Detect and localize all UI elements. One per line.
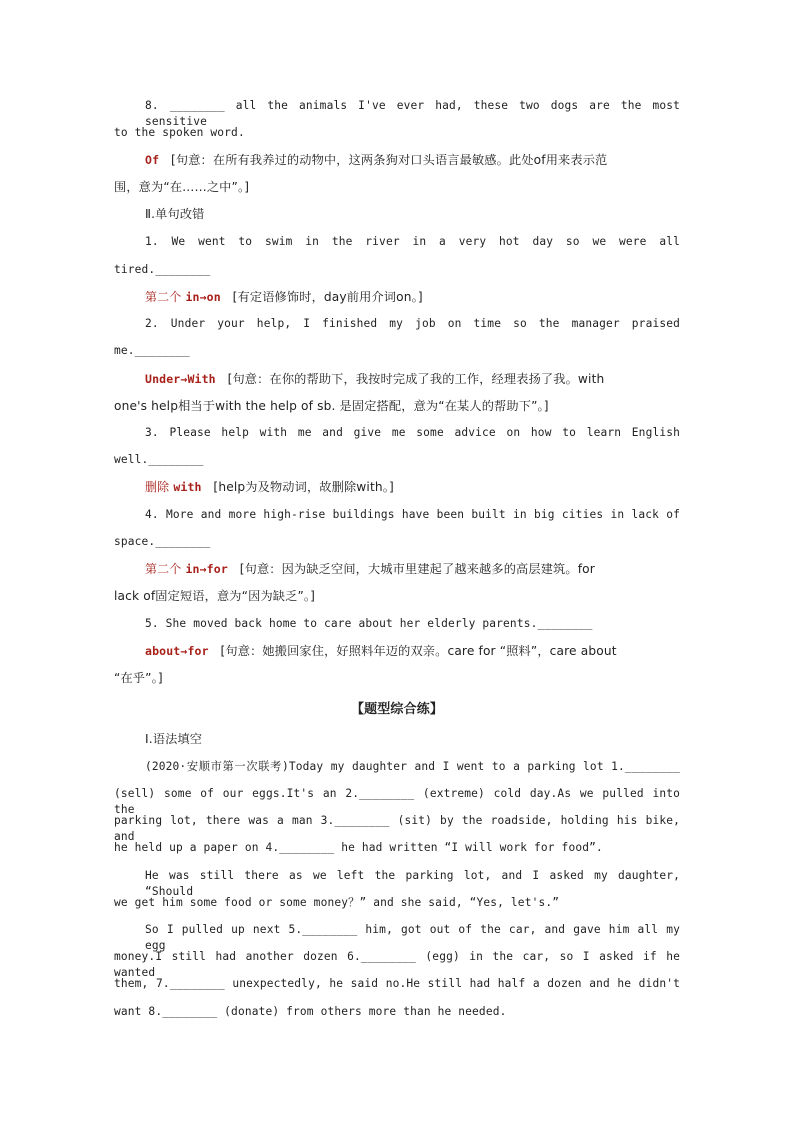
question-8-line-2: to the spoken word. [114,126,245,139]
correction-2-explanation-cont: one's help相当于with the help of sb. 是固定搭配，意为“在某人的帮助下”。] [114,399,549,413]
correction-5-answer-key: about→for [145,644,209,658]
section-title-comprehensive-practice: 【题型综合练】 [350,702,444,717]
answer-8-explanation: [句意：在所有我养过的动物中，这两条狗对口头语言最敏感。此处of用来表示范 [170,153,608,167]
correction-3-answer-key: with [173,480,202,494]
correction-5-explanation-cont: “在乎”。] [114,671,163,685]
passage-line: he held up a paper on 4.________ he had written “I will work for food”. [114,841,603,854]
correction-4-answer [145,561,680,577]
passage-line: money.I still had another dozen 6.________ (egg) in the car, so I asked if he wanted [114,950,680,979]
correction-3-answer [145,479,680,495]
correction-3-line-2: well.________ [114,453,204,466]
correction-4-explanation: [句意：因为缺乏空间，大城市里建起了越来越多的高层建筑。for [239,562,595,576]
correction-5-answer [145,643,680,659]
passage-line: parking lot, there was a man 3.________ (sit) by the roadside, holding his bike, and [114,814,680,843]
correction-4-explanation-cont: lack of固定短语，意为“因为缺乏”。] [114,589,316,603]
correction-1-line-2: tired.________ [114,263,211,276]
correction-5-line-1: 5. She moved back home to care about her elderly parents.________ [145,617,593,630]
correction-2-answer-key: Under→With [145,372,216,386]
correction-5-explanation: [句意：她搬回家住，好照料年迈的双亲。care for “照料”，care about [220,644,617,658]
passage-line: (sell) some of our eggs.It's an 2.________ (extreme) cold day.As we pulled into the [114,787,680,816]
section-heading-error-correction: Ⅱ.单句改错 [145,207,205,221]
correction-2-line-2: me.________ [114,344,190,357]
question-8-line-1: 8. ________ all the animals I've ever had, these two dogs are the most sensitive [145,99,680,128]
correction-1-answer-key: in→on [185,290,221,304]
answer-8-key: Of [145,153,160,167]
correction-3-explanation: [help为及物动词，故删除with。] [213,480,394,494]
correction-4-answer-key: in→for [185,562,228,576]
answer-8-explanation-cont: 围，意为“在……之中”。] [114,180,250,194]
correction-1-explanation: [有定语修饰时，day前用介词on。] [232,290,423,304]
section-heading-grammar-fill: Ⅰ.语法填空 [145,732,203,746]
passage-line: He was still there as we left the parking lot, and I asked my daughter, “Should [145,869,680,898]
passage-line: we get him some food or some money？” and she said, “Yes, let's.” [114,896,560,909]
passage-line: (2020·安顺市第一次联考)Today my daughter and I went to a parking lot 1.________ [145,760,680,773]
correction-1-answer-prefix: 第二个 [145,290,182,304]
correction-4-line-2: space.________ [114,535,211,548]
correction-1-line-1: 1. We went to swim in the river in a very hot day so we were all [145,235,680,248]
passage-line: them, 7.________ unexpectedly, he said no.He still had half a dozen and he didn't [114,977,680,990]
passage-line: So I pulled up next 5.________ him, got out of the car, and gave him all my egg [145,923,680,952]
correction-2-line-1: 2. Under your help, I finished my job on time so the manager praised [145,317,680,330]
correction-2-explanation: [句意：在你的帮助下，我按时完成了我的工作，经理表扬了我。with [227,372,605,386]
correction-3-answer-prefix: 删除 [145,480,170,494]
passage-line: want 8.________ (donate) from others more than he needed. [114,1005,507,1018]
correction-1-answer [145,289,680,305]
correction-4-line-1: 4. More and more high-rise buildings have been built in big cities in lack of [145,508,680,521]
correction-3-line-1: 3. Please help with me and give me some advice on how to learn English [145,426,680,439]
answer-8 [145,152,680,168]
correction-2-answer [145,371,680,387]
correction-4-answer-prefix: 第二个 [145,562,182,576]
